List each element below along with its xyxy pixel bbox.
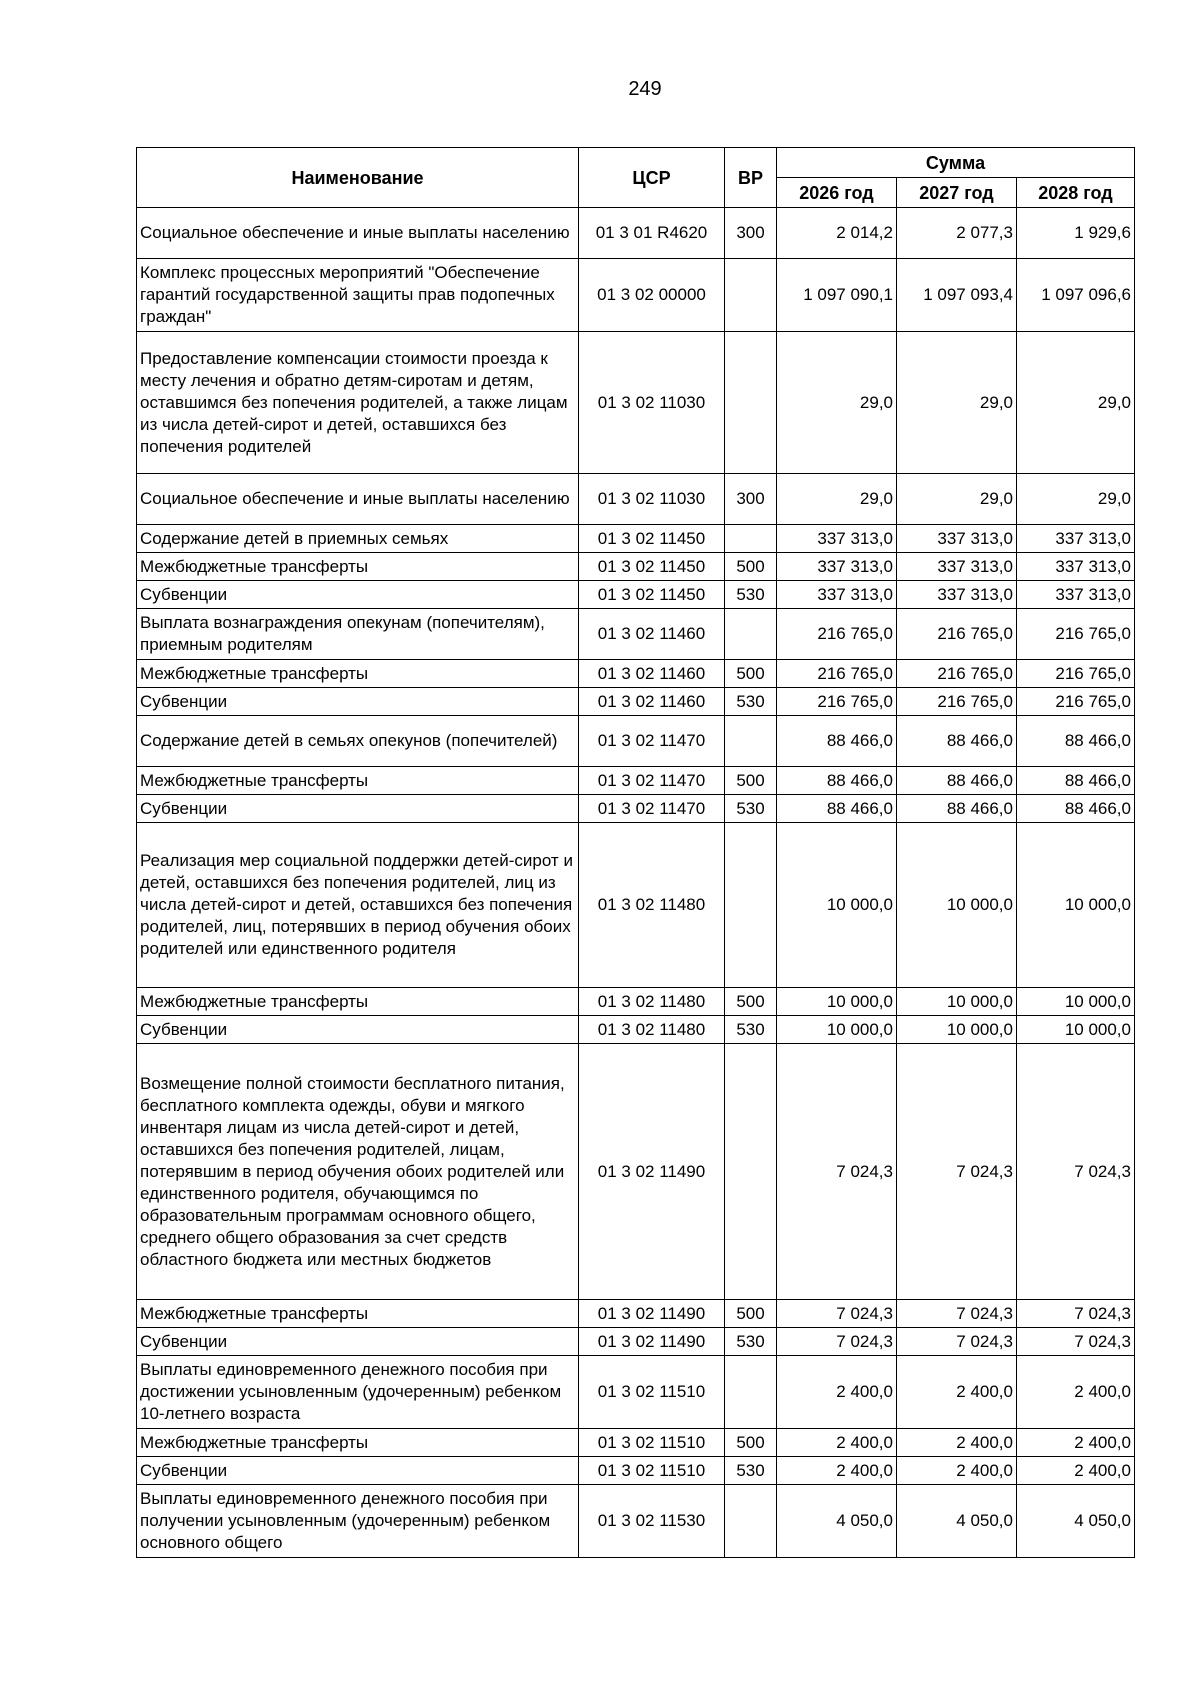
header-csr: ЦСР [579,148,725,208]
row-vr: 530 [725,1016,777,1044]
row-amount-2026: 88 466,0 [777,767,897,795]
row-name: Межбюджетные трансферты [137,553,579,581]
row-amount-2026: 10 000,0 [777,823,897,988]
row-amount-2028: 7 024,3 [1017,1044,1135,1300]
row-name: Субвенции [137,1016,579,1044]
row-amount-2026: 2 014,2 [777,208,897,259]
row-amount-2027: 337 313,0 [897,553,1017,581]
row-name: Социальное обеспечение и иные выплаты населению [137,474,579,525]
row-name: Субвенции [137,1328,579,1356]
row-amount-2028: 10 000,0 [1017,823,1135,988]
row-vr: 530 [725,581,777,609]
row-amount-2028: 1 929,6 [1017,208,1135,259]
row-amount-2026: 10 000,0 [777,1016,897,1044]
row-name: Межбюджетные трансферты [137,1429,579,1457]
row-csr: 01 3 02 11530 [579,1485,725,1558]
row-amount-2027: 216 765,0 [897,688,1017,716]
row-name: Выплаты единовременного денежного пособия при достижении усыновленным (удочеренным) ребенком 10-летнего возраста [137,1356,579,1429]
header-year-2027: 2027 год [897,178,1017,208]
row-csr: 01 3 02 11460 [579,609,725,660]
row-amount-2026: 1 097 090,1 [777,259,897,332]
row-amount-2028: 10 000,0 [1017,988,1135,1016]
row-name: Межбюджетные трансферты [137,767,579,795]
row-amount-2027: 88 466,0 [897,716,1017,767]
row-amount-2026: 88 466,0 [777,795,897,823]
table-body [137,208,1135,1558]
row-amount-2027: 2 077,3 [897,208,1017,259]
row-vr: 500 [725,767,777,795]
row-csr: 01 3 02 11490 [579,1300,725,1328]
row-amount-2026: 2 400,0 [777,1457,897,1485]
row-vr [725,1044,777,1300]
row-amount-2028: 2 400,0 [1017,1457,1135,1485]
row-name: Межбюджетные трансферты [137,988,579,1016]
row-amount-2028: 216 765,0 [1017,660,1135,688]
table-row [137,795,1135,823]
row-amount-2028: 2 400,0 [1017,1429,1135,1457]
row-amount-2026: 216 765,0 [777,609,897,660]
table-row [137,688,1135,716]
row-amount-2027: 7 024,3 [897,1300,1017,1328]
row-amount-2027: 29,0 [897,332,1017,474]
row-amount-2027: 7 024,3 [897,1044,1017,1300]
row-amount-2027: 88 466,0 [897,767,1017,795]
row-name: Возмещение полной стоимости бесплатного питания, бесплатного комплекта одежды, обуви и мягкого инвентаря лицам из числа детей-сирот и детей, оставшихся без попечения родителей, лицам, потерявшим в период обучения обоих родителей или единственного родителя, обучающимся по образовательным программам основного общего, среднего общего образования за счет средств областного бюджета или местных бюджетов [137,1044,579,1300]
row-amount-2026: 337 313,0 [777,525,897,553]
row-name: Межбюджетные трансферты [137,660,579,688]
row-name: Субвенции [137,688,579,716]
header-year-2028: 2028 год [1017,178,1135,208]
page-number: 249 [628,78,662,100]
row-amount-2028: 88 466,0 [1017,767,1135,795]
row-amount-2026: 10 000,0 [777,988,897,1016]
budget-table [136,147,1135,1558]
table-row [137,208,1135,259]
table-row [137,823,1135,988]
row-csr: 01 3 02 11510 [579,1429,725,1457]
row-name: Социальное обеспечение и иные выплаты населению [137,208,579,259]
row-vr: 500 [725,553,777,581]
row-vr: 530 [725,688,777,716]
table-row [137,767,1135,795]
table-row [137,988,1135,1016]
row-amount-2028: 1 097 096,6 [1017,259,1135,332]
row-amount-2026: 4 050,0 [777,1485,897,1558]
row-amount-2027: 2 400,0 [897,1429,1017,1457]
row-vr [725,716,777,767]
row-amount-2028: 10 000,0 [1017,1016,1135,1044]
row-name: Содержание детей в приемных семьях [137,525,579,553]
row-csr: 01 3 01 R4620 [579,208,725,259]
row-amount-2028: 88 466,0 [1017,795,1135,823]
row-csr: 01 3 02 00000 [579,259,725,332]
row-amount-2027: 2 400,0 [897,1356,1017,1429]
row-name: Выплата вознаграждения опекунам (попечителям), приемным родителям [137,609,579,660]
row-csr: 01 3 02 11450 [579,525,725,553]
row-csr: 01 3 02 11510 [579,1457,725,1485]
row-amount-2027: 1 097 093,4 [897,259,1017,332]
row-amount-2027: 88 466,0 [897,795,1017,823]
row-name: Субвенции [137,1457,579,1485]
row-vr: 530 [725,795,777,823]
row-amount-2026: 216 765,0 [777,660,897,688]
table-row [137,1300,1135,1328]
row-amount-2028: 337 313,0 [1017,581,1135,609]
row-csr: 01 3 02 11510 [579,1356,725,1429]
row-vr: 300 [725,474,777,525]
row-amount-2028: 88 466,0 [1017,716,1135,767]
row-amount-2027: 4 050,0 [897,1485,1017,1558]
row-amount-2027: 216 765,0 [897,660,1017,688]
row-csr: 01 3 02 11030 [579,474,725,525]
row-csr: 01 3 02 11460 [579,660,725,688]
row-name: Содержание детей в семьях опекунов (попечителей) [137,716,579,767]
table-row [137,609,1135,660]
row-vr [725,1485,777,1558]
row-amount-2026: 216 765,0 [777,688,897,716]
table-row [137,1016,1135,1044]
row-amount-2026: 7 024,3 [777,1044,897,1300]
row-name: Выплаты единовременного денежного пособия при получении усыновленным (удочеренным) ребенком основного общего [137,1485,579,1558]
table-row [137,716,1135,767]
header-vr: ВР [725,148,777,208]
row-csr: 01 3 02 11480 [579,988,725,1016]
row-amount-2026: 7 024,3 [777,1328,897,1356]
row-amount-2027: 337 313,0 [897,581,1017,609]
header-sum: Сумма [777,148,1135,178]
row-amount-2028: 29,0 [1017,474,1135,525]
row-amount-2026: 88 466,0 [777,716,897,767]
table-row [137,1485,1135,1558]
row-amount-2027: 10 000,0 [897,823,1017,988]
table-row [137,525,1135,553]
row-amount-2028: 29,0 [1017,332,1135,474]
table-row [137,581,1135,609]
row-amount-2027: 29,0 [897,474,1017,525]
row-vr [725,259,777,332]
row-vr: 500 [725,1300,777,1328]
row-amount-2027: 2 400,0 [897,1457,1017,1485]
row-name: Субвенции [137,795,579,823]
table-row [137,1328,1135,1356]
row-amount-2026: 29,0 [777,332,897,474]
table-row [137,1356,1135,1429]
row-amount-2028: 337 313,0 [1017,525,1135,553]
table-row [137,332,1135,474]
row-amount-2027: 7 024,3 [897,1328,1017,1356]
row-name: Комплекс процессных мероприятий "Обеспечение гарантий государственной защиты прав подопечных граждан" [137,259,579,332]
table-row [137,1044,1135,1300]
row-amount-2028: 7 024,3 [1017,1328,1135,1356]
row-amount-2027: 10 000,0 [897,1016,1017,1044]
row-vr: 500 [725,660,777,688]
row-amount-2026: 2 400,0 [777,1429,897,1457]
row-amount-2026: 29,0 [777,474,897,525]
row-vr [725,609,777,660]
row-csr: 01 3 02 11470 [579,716,725,767]
row-amount-2028: 337 313,0 [1017,553,1135,581]
row-csr: 01 3 02 11490 [579,1328,725,1356]
row-vr [725,1356,777,1429]
row-vr: 300 [725,208,777,259]
row-vr [725,525,777,553]
row-name: Предоставление компенсации стоимости проезда к месту лечения и обратно детям-сиротам и детям, оставшимся без попечения родителей, а также лицам из числа детей-сирот и детей, оставшихся без попечения родителей [137,332,579,474]
row-name: Субвенции [137,581,579,609]
row-amount-2028: 216 765,0 [1017,688,1135,716]
row-amount-2028: 7 024,3 [1017,1300,1135,1328]
row-vr [725,332,777,474]
table-row [137,1429,1135,1457]
row-vr: 530 [725,1457,777,1485]
row-amount-2027: 216 765,0 [897,609,1017,660]
row-amount-2026: 7 024,3 [777,1300,897,1328]
row-csr: 01 3 02 11470 [579,795,725,823]
table-row [137,259,1135,332]
row-vr: 530 [725,1328,777,1356]
header-name: Наименование [137,148,579,208]
row-amount-2028: 216 765,0 [1017,609,1135,660]
row-name: Реализация мер социальной поддержки детей-сирот и детей, оставшихся без попечения родителей, лиц из числа детей-сирот и детей, оставшихся без попечения родителей, лиц, потерявших в период обучения обоих родителей или единственного родителя [137,823,579,988]
table-row [137,1457,1135,1485]
row-amount-2026: 337 313,0 [777,553,897,581]
row-csr: 01 3 02 11450 [579,553,725,581]
row-vr [725,823,777,988]
row-csr: 01 3 02 11030 [579,332,725,474]
row-vr: 500 [725,1429,777,1457]
row-amount-2027: 10 000,0 [897,988,1017,1016]
header-year-2026: 2026 год [777,178,897,208]
row-name: Межбюджетные трансферты [137,1300,579,1328]
table-row [137,660,1135,688]
row-csr: 01 3 02 11480 [579,823,725,988]
row-amount-2028: 2 400,0 [1017,1356,1135,1429]
row-csr: 01 3 02 11470 [579,767,725,795]
table-row [137,553,1135,581]
row-csr: 01 3 02 11460 [579,688,725,716]
row-amount-2027: 337 313,0 [897,525,1017,553]
row-csr: 01 3 02 11480 [579,1016,725,1044]
row-amount-2028: 4 050,0 [1017,1485,1135,1558]
row-vr: 500 [725,988,777,1016]
row-amount-2026: 337 313,0 [777,581,897,609]
table-row [137,474,1135,525]
row-csr: 01 3 02 11490 [579,1044,725,1300]
row-csr: 01 3 02 11450 [579,581,725,609]
row-amount-2026: 2 400,0 [777,1356,897,1429]
